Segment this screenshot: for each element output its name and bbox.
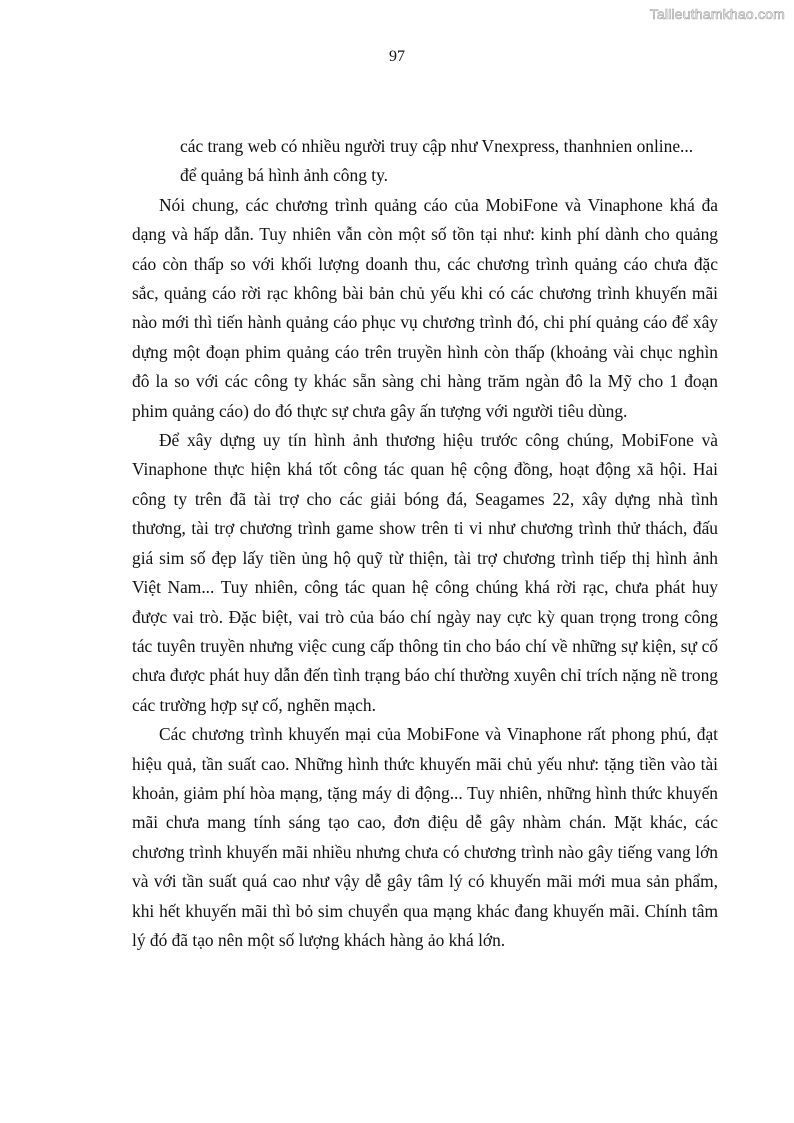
document-body <box>132 132 718 955</box>
paragraph-promotions: Các chương trình khuyến mại của MobiFone và Vinaphone rất phong phú, đạt hiệu quả, tần suất cao. Những hình thức khuyến mãi chủ yếu như: tặng tiền vào tài khoản, giảm phí hòa mạng, tặng máy di động... Tuy nhiên, những hình thức khuyến mãi chưa mang tính sáng tạo cao, đơn điệu dễ gây nhàm chán. Mặt khác, các chương trình khuyến mãi nhiều nhưng chưa có chương trình nào gây tiếng vang lớn và với tần suất quá cao như vậy dễ gây tâm lý có khuyến mãi mới mua sản phẩm, khi hết khuyến mãi thì bỏ sim chuyển qua mạng khác đang khuyến mãi. Chính tâm lý đó đã tạo nên một số lượng khách hàng ảo khá lớn. <box>132 724 718 950</box>
paragraph-advertising-summary: Nói chung, các chương trình quảng cáo của MobiFone và Vinaphone khá đa dạng và hấp dẫn. Tuy nhiên vẫn còn một số tồn tại như: kinh phí dành cho quảng cáo còn thấp so với khối lượng doanh thu, các chương trình quảng cáo chưa đặc sắc, quảng cáo rời rạc không bài bản chủ yếu khi có các chương trình khuyến mãi nào mới thì tiến hành quảng cáo phục vụ chương trình đó, chi phí quảng cáo để xây dựng một đoạn phim quảng cáo trên truyền hình còn thấp (khoảng vài chục nghìn đô la so với các công ty khác sẵn sàng chi hàng trăm ngàn đô la Mỹ cho 1 đoạn phim quảng cáo) do đó thực sự chưa gây ấn tượng với người tiêu dùng. <box>132 194 718 421</box>
page-number: 97 <box>389 48 405 65</box>
watermark-text: Tailieuthamkhao.com <box>649 6 785 22</box>
paragraph-public-relations: Để xây dựng uy tín hình ảnh thương hiệu trước công chúng, MobiFone và Vinaphone thực hiện khá tốt công tác quan hệ cộng đồng, hoạt động xã hội. Hai công ty trên đã tài trợ cho các giải bóng đá, Seagames 22, xây dựng nhà tình thương, tài trợ chương trình game show trên ti vi như chương trình thử thách, đấu giá sim số đẹp lấy tiền ủng hộ quỹ từ thiện, tài trợ chương trình tiếp thị hình ảnh Việt Nam... Tuy nhiên, công tác quan hệ công chúng khá rời rạc, chưa phát huy được vai trò. Đặc biệt, vai trò của báo chí ngày nay cực kỳ quan trọng trong công tác tuyên truyền nhưng việc cung cấp thông tin cho báo chí về những sự kiện, sự cố chưa được phát huy dẫn đến tình trạng báo chí thường xuyên chỉ trích nặng nề trong các trường hợp sự cố, nghẽn mạch. <box>132 430 718 715</box>
paragraph-continuation-line-2: để quảng bá hình ảnh công ty. <box>180 165 388 186</box>
paragraph-continuation-line-1: các trang web có nhiều người truy cập như Vnexpress, thanhnien online... <box>180 136 694 156</box>
